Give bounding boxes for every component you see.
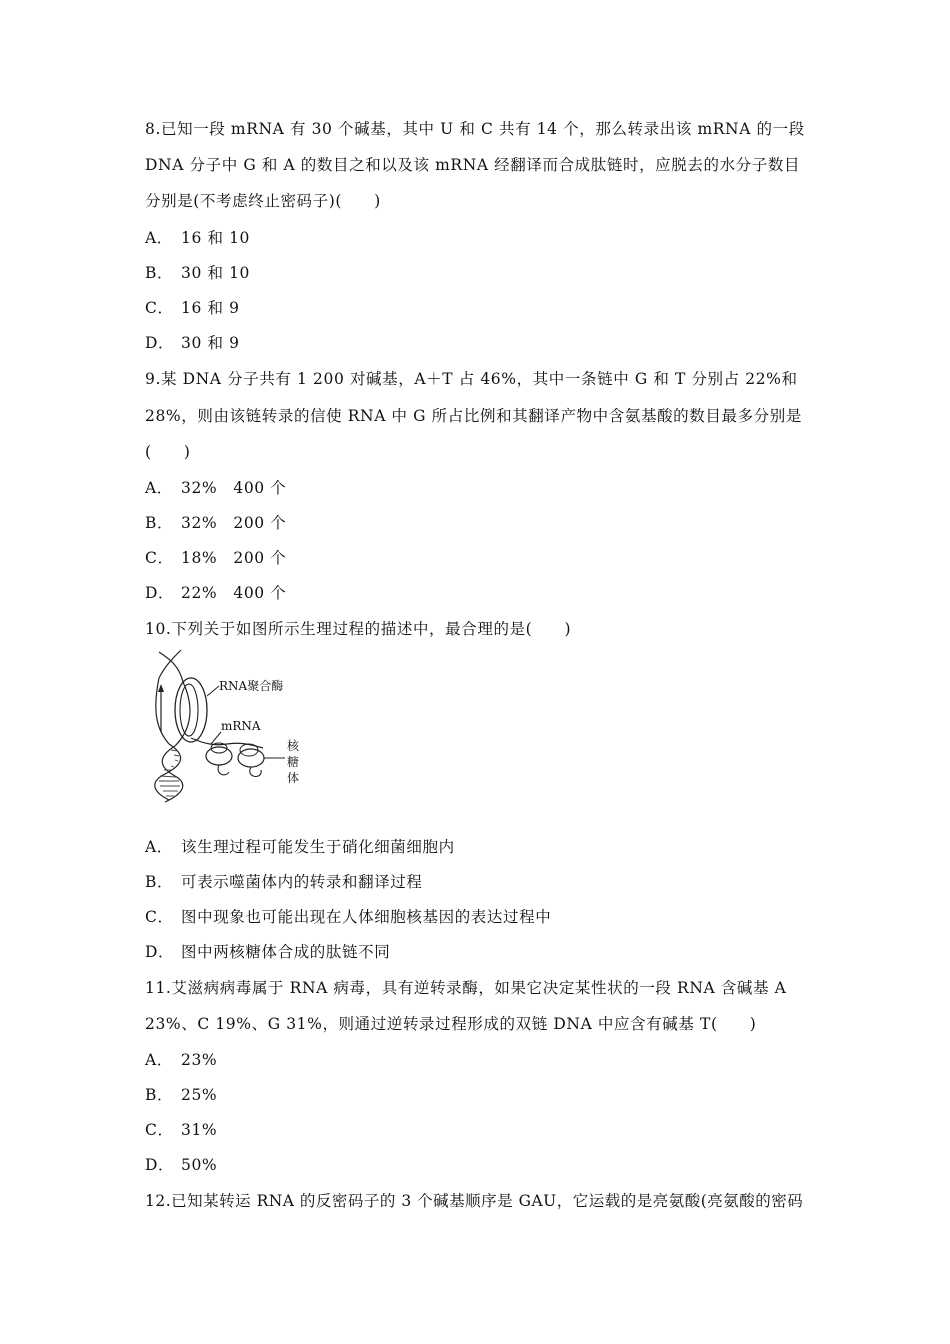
q8-option-a bbox=[145, 226, 250, 250]
option-text: 30 和 10 bbox=[181, 264, 251, 282]
q9-stem-line-1: 9.某 DNA 分子共有 1 200 对碱基，A＋T 占 46%，其中一条链中 G 和 T 分别占 22%和 bbox=[145, 370, 798, 388]
option-text: 22% 400 个 bbox=[181, 584, 287, 602]
ribosome-1-large bbox=[206, 747, 232, 765]
option-label: B． bbox=[145, 264, 174, 282]
q8-option-d bbox=[145, 331, 240, 355]
option-label: B． bbox=[145, 1086, 174, 1104]
q11-option-a bbox=[145, 1048, 217, 1072]
option-label: A． bbox=[145, 838, 173, 856]
option-text: 18% 200 个 bbox=[181, 549, 287, 567]
q10-option-b bbox=[145, 870, 423, 894]
option-text: 16 和 10 bbox=[181, 229, 251, 247]
option-label: D． bbox=[145, 943, 175, 961]
peptide-chain-1 bbox=[218, 765, 229, 775]
ribosome-label-char-1: 核 bbox=[287, 739, 300, 753]
q8-stem-line-3: 分别是(不考虑终止密码子)( ) bbox=[145, 192, 381, 210]
q9-option-c bbox=[145, 546, 286, 570]
q12-stem-line-1: 12.已知某转运 RNA 的反密码子的 3 个碱基顺序是 GAU，它运载的是亮氨酸(亮氨酸的密码 bbox=[145, 1192, 804, 1210]
option-label: C． bbox=[145, 1121, 174, 1139]
option-text: 16 和 9 bbox=[181, 299, 240, 317]
q9-option-b bbox=[145, 511, 286, 535]
option-label: C． bbox=[145, 549, 174, 567]
option-label: C． bbox=[145, 908, 174, 926]
q10-stem-line-1: 10.下列关于如图所示生理过程的描述中，最合理的是( ) bbox=[145, 620, 572, 638]
option-text: 图中现象也可能出现在人体细胞核基因的表达过程中 bbox=[181, 908, 552, 926]
q11-option-c bbox=[145, 1118, 217, 1142]
dna-helix-strand-1 bbox=[155, 744, 181, 800]
rna-polymerase-label: RNA聚合酶 bbox=[219, 679, 284, 693]
mrna-label: mRNA bbox=[221, 719, 261, 733]
ribosome-2-large bbox=[238, 749, 264, 767]
mrna-leader bbox=[211, 732, 221, 744]
rna-polymerase-leader bbox=[207, 686, 219, 696]
q8-stem-line-1: 8.已知一段 mRNA 有 30 个碱基，其中 U 和 C 共有 14 个，那么转录出该 mRNA 的一段 bbox=[145, 120, 805, 138]
q8-option-b bbox=[145, 261, 250, 285]
q11-option-b bbox=[145, 1083, 217, 1107]
q8-option-c bbox=[145, 296, 240, 320]
option-text: 可表示噬菌体内的转录和翻译过程 bbox=[181, 873, 423, 891]
q11-stem-line-1: 11.艾滋病病毒属于 RNA 病毒，具有逆转录酶，如果它决定某性状的一段 RNA 含碱基 A bbox=[145, 979, 787, 997]
q11-stem-line-2: 23%、C 19%、G 31%，则通过逆转录过程形成的双链 DNA 中应含有碱基 T( ) bbox=[145, 1015, 757, 1033]
q11-option-d bbox=[145, 1153, 217, 1177]
figure-svg bbox=[145, 648, 325, 808]
transcription-translation-figure bbox=[145, 648, 325, 808]
q9-stem-line-3: ( ) bbox=[145, 443, 191, 461]
option-text: 23% bbox=[181, 1051, 218, 1069]
option-label: A． bbox=[145, 479, 173, 497]
option-text: 25% bbox=[181, 1086, 218, 1104]
ribosome-label-char-2: 糖 bbox=[287, 755, 300, 769]
option-label: D． bbox=[145, 584, 175, 602]
option-text: 32% 400 个 bbox=[181, 479, 287, 497]
q8-stem-line-2: DNA 分子中 G 和 A 的数目之和以及该 mRNA 经翻译而合成肽链时，应脱去的水分子数目 bbox=[145, 156, 801, 174]
option-text: 31% bbox=[181, 1121, 218, 1139]
peptide-chain-2 bbox=[250, 767, 261, 776]
q9-option-a bbox=[145, 476, 286, 500]
option-text: 50% bbox=[181, 1156, 218, 1174]
option-label: B． bbox=[145, 514, 174, 532]
option-text: 图中两核糖体合成的肽链不同 bbox=[181, 943, 391, 961]
option-label: B． bbox=[145, 873, 174, 891]
option-label: D． bbox=[145, 1156, 175, 1174]
option-label: A． bbox=[145, 1051, 173, 1069]
ribosome-label-char-3: 体 bbox=[287, 771, 300, 785]
q9-option-d bbox=[145, 581, 286, 605]
q10-option-d bbox=[145, 940, 390, 964]
q10-option-c bbox=[145, 905, 551, 929]
rna-polymerase-inner bbox=[180, 684, 198, 736]
option-label: A． bbox=[145, 229, 173, 247]
option-label: C． bbox=[145, 299, 174, 317]
dna-strand-top-left bbox=[159, 652, 183, 682]
q9-stem-line-2: 28%，则由该链转录的信使 RNA 中 G 所占比例和其翻译产物中含氨基酸的数目最多分别是 bbox=[145, 407, 802, 425]
q10-option-a bbox=[145, 835, 455, 859]
direction-arrow-head bbox=[158, 684, 164, 692]
option-label: D． bbox=[145, 334, 175, 352]
option-text: 32% 200 个 bbox=[181, 514, 287, 532]
option-text: 该生理过程可能发生于硝化细菌细胞内 bbox=[181, 838, 455, 856]
option-text: 30 和 9 bbox=[181, 334, 240, 352]
